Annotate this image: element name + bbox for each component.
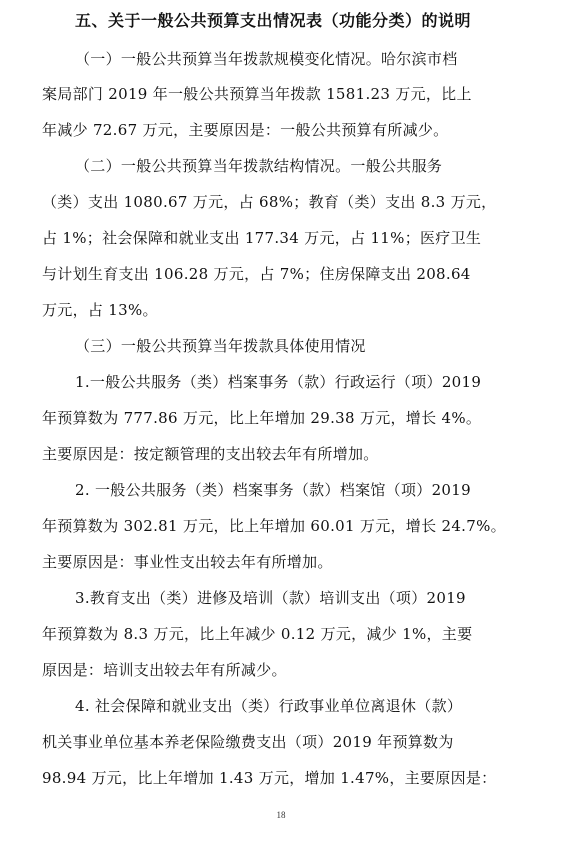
paragraph-line: 原因是：培训支出较去年有所减少。 [42,661,287,679]
paragraph-line: 机关事业单位基本养老保险缴费支出（项）2019 年预算数为 [42,733,454,751]
paragraph-line: （二）一般公共预算当年拨款结构情况。一般公共服务 [75,157,443,175]
paragraph-line: 占 1%；社会保障和就业支出 177.34 万元，占 11%；医疗卫生 [42,229,482,247]
paragraph-line: 年预算数为 302.81 万元，比上年增加 60.01 万元，增长 24.7%。 [42,517,506,535]
paragraph-line: （类）支出 1080.67 万元，占 68%；教育（类）支出 8.3 万元， [42,193,497,211]
paragraph-line: 2. 一般公共服务（类）档案事务（款）档案馆（项）2019 [75,481,471,499]
paragraph-line: 4. 社会保障和就业支出（类）行政事业单位离退休（款） [75,697,463,715]
paragraph-line: 主要原因是：按定额管理的支出较去年有所增加。 [42,445,379,463]
paragraph-line: 1.一般公共服务（类）档案事务（款）行政运行（项）2019 [75,373,482,391]
page-number: 18 [276,810,286,820]
paragraph-line: 案局部门 2019 年一般公共预算当年拨款 1581.23 万元，比上 [42,85,472,103]
paragraph-line: 主要原因是：事业性支出较去年有所增加。 [42,553,333,571]
paragraph-line: 3.教育支出（类）进修及培训（款）培训支出（项）2019 [75,589,466,607]
paragraph-line: 万元，占 13%。 [42,301,158,319]
paragraph-line: （一）一般公共预算当年拨款规模变化情况。哈尔滨市档 [75,50,458,68]
section-heading: 五、关于一般公共预算支出情况表（功能分类）的说明 [75,11,472,30]
paragraph-line: 年预算数为 777.86 万元，比上年增加 29.38 万元，增长 4%。 [42,409,482,427]
paragraph-line: 年减少 72.67 万元，主要原因是：一般公共预算有所减少。 [42,121,449,139]
paragraph-line: 年预算数为 8.3 万元，比上年减少 0.12 万元，减少 1%，主要 [42,625,473,643]
subsection-heading: （三）一般公共预算当年拨款具体使用情况 [75,337,366,355]
paragraph-line: 与计划生育支出 106.28 万元，占 7%；住房保障支出 208.64 [42,265,471,283]
paragraph-line: 98.94 万元，比上年增加 1.43 万元，增加 1.47%，主要原因是： [42,769,497,787]
